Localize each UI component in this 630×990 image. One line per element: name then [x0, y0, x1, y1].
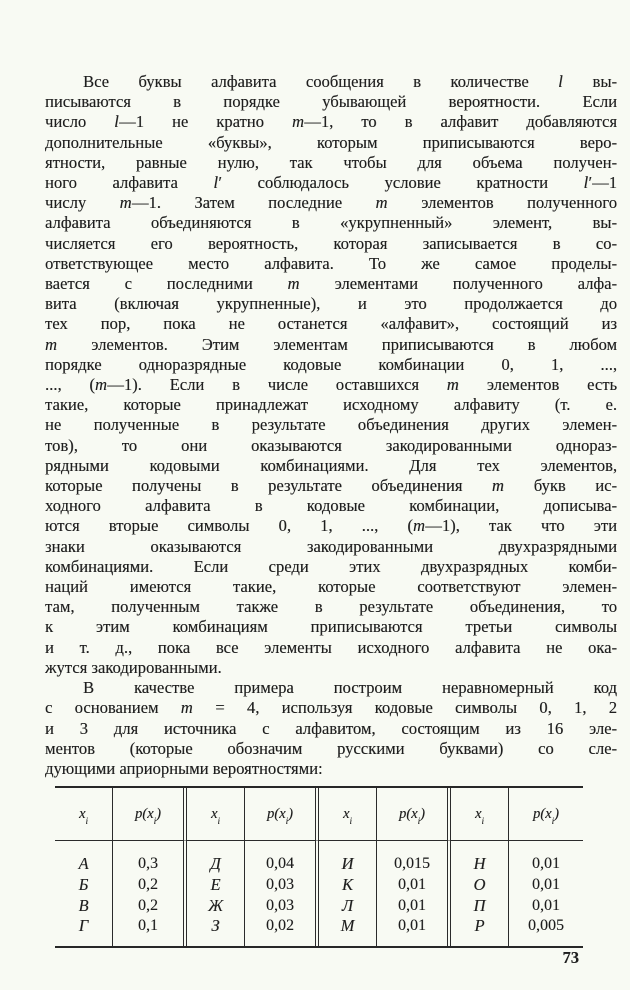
- text-line: ответствующее место алфавита. То же самое проделы-: [45, 253, 617, 273]
- table-cell-probability: 0,3: [113, 841, 187, 875]
- table-cell-probability: 0,005: [528, 917, 564, 935]
- text-line: не полученные в результате объединения других элемен-: [45, 415, 617, 435]
- body-text: [45, 72, 617, 779]
- table-cell-probability: 0,2: [113, 896, 187, 917]
- text-line: рядными кодовыми комбинациями. Для тех элементов,: [45, 455, 617, 475]
- text-line: наций имеются такие, которые соответствуют элемен-: [45, 577, 617, 597]
- text-line: ментов (которые обозначим русскими буквами) со сле-: [45, 738, 617, 758]
- text-line: В качестве примера построим неравномерный код: [83, 678, 617, 698]
- table-cell-symbol: Д: [187, 841, 245, 875]
- text-line: и 3 для источника с алфавитом, состоящим из 16 эле-: [45, 718, 617, 738]
- text-line: порядке одноразрядные кодовые комбинации 0, 1, ...,: [45, 354, 617, 374]
- table-cell-probability: 0,04: [245, 841, 319, 875]
- text-line: вита (включая укрупненные), и это продолжается до: [45, 294, 617, 314]
- table-cell-symbol: Г: [55, 916, 113, 946]
- text-line: жутся закодированными.: [45, 657, 222, 677]
- text-line: числяется его вероятность, которая записывается в со-: [45, 233, 617, 253]
- table-cell-symbol: Р: [451, 916, 509, 946]
- text-line: которые получены в результате объединения m букв ис-: [45, 476, 617, 496]
- text-line: такие, которые принадлежат исходному алфавиту (т. е.: [45, 395, 617, 415]
- table-cell-symbol: Н: [451, 841, 509, 875]
- table-cell-probability: 0,01: [377, 916, 451, 946]
- table-cell-symbol: М: [319, 916, 377, 946]
- text-line: m элементов. Этим элементам приписываются в любом: [45, 334, 617, 354]
- text-line: знаки оказываются закодированными двухразрядными: [45, 536, 617, 556]
- table-cell-probability: 0,015: [377, 841, 451, 875]
- table-cell-symbol: О: [451, 875, 509, 896]
- table-cell-symbol: Е: [187, 875, 245, 896]
- table-header-probability: p ( $x_i$ ): [377, 788, 451, 841]
- table-cell-probability: 0,01: [377, 875, 451, 896]
- text-line: дополнительные «буквы», которым приписываются веро-: [45, 132, 617, 152]
- text-line: ..., (m—1). Если в числе оставшихся m элементов есть: [45, 375, 618, 395]
- text-line: тех пор, пока не останется «алфавит», состоящий из: [45, 314, 617, 334]
- table-cell-probability: 0,03: [245, 875, 319, 896]
- table-cell-probability: 0,01: [377, 896, 451, 917]
- table-cell-symbol: П: [451, 896, 509, 917]
- table-cell-symbol: Л: [319, 896, 377, 917]
- page-number: 73: [562, 948, 579, 967]
- text-line: тов), то они оказываются закодированными однораз-: [45, 435, 617, 455]
- table-header-probability: p ( $x_i$ ): [509, 788, 583, 841]
- table-header-symbol: $x_i$: [319, 788, 377, 841]
- text-line: комбинациями. Если среди этих двухразрядных комби-: [45, 556, 617, 576]
- text-line: ятности, равные нулю, так чтобы для объема получен-: [45, 152, 617, 172]
- table-cell-symbol: И: [319, 841, 377, 875]
- table-header-symbol: $x_i$: [187, 788, 245, 841]
- table-cell-probability: 0,1: [113, 916, 187, 946]
- text-line: ного алфавита l′ соблюдалось условие кратности l′—1: [45, 173, 617, 193]
- table-header-symbol: $x_i$: [451, 788, 509, 841]
- text-line: там, полученным также в результате объединения, то: [45, 597, 617, 617]
- table-cell-probability: 0,2: [113, 875, 187, 896]
- text-line: алфавита объединяются в «укрупненный» элемент, вы-: [45, 213, 617, 233]
- table-cell-symbol: Ж: [187, 896, 245, 917]
- table-cell-probability: 0,02: [245, 916, 319, 946]
- table-header-symbol: $x_i$: [55, 788, 113, 841]
- text-line: ются вторые символы 0, 1, ..., (m—1), так что эти: [45, 516, 617, 536]
- table-cell-probability: 0,01: [532, 896, 560, 914]
- table-cell-probability: 0,01: [532, 876, 560, 893]
- text-line: дующими априорными вероятностями:: [45, 758, 323, 778]
- table-header-probability: p ( $x_i$ ): [245, 788, 319, 841]
- text-line: вается с последними m элементами полученного алфа-: [45, 274, 617, 294]
- text-line: с основанием m = 4, используя кодовые символы 0, 1, 2: [45, 698, 617, 718]
- table-header-probability: p ( $x_i$ ): [113, 788, 187, 841]
- text-line: ходного алфавита в кодовые комбинации, дописыва-: [45, 496, 617, 516]
- table-cell-symbol: Б: [55, 875, 113, 896]
- text-line: и т. д., пока все элементы исходного алфавита не ока-: [45, 637, 617, 657]
- table-cell-probability: 0,03: [245, 896, 319, 917]
- text-line: писываются в порядке убывающей вероятности. Если: [45, 92, 617, 112]
- table-cell-symbol: З: [187, 916, 245, 946]
- table-cell-symbol: А: [55, 841, 113, 875]
- text-line: число l—1 не кратно m—1, то в алфавит добавляются: [45, 112, 617, 132]
- table-cell-symbol: В: [55, 896, 113, 917]
- text-line: Все буквы алфавита сообщения в количестве l вы-: [83, 72, 617, 91]
- table-cell-probability: 0,01: [532, 855, 560, 873]
- probability-table: [55, 786, 583, 948]
- text-line: к этим комбинациям приписываются третьи символы: [45, 617, 617, 637]
- table-cell-symbol: К: [319, 875, 377, 896]
- text-line: числу m—1. Затем последние m элементов полученного: [45, 193, 617, 213]
